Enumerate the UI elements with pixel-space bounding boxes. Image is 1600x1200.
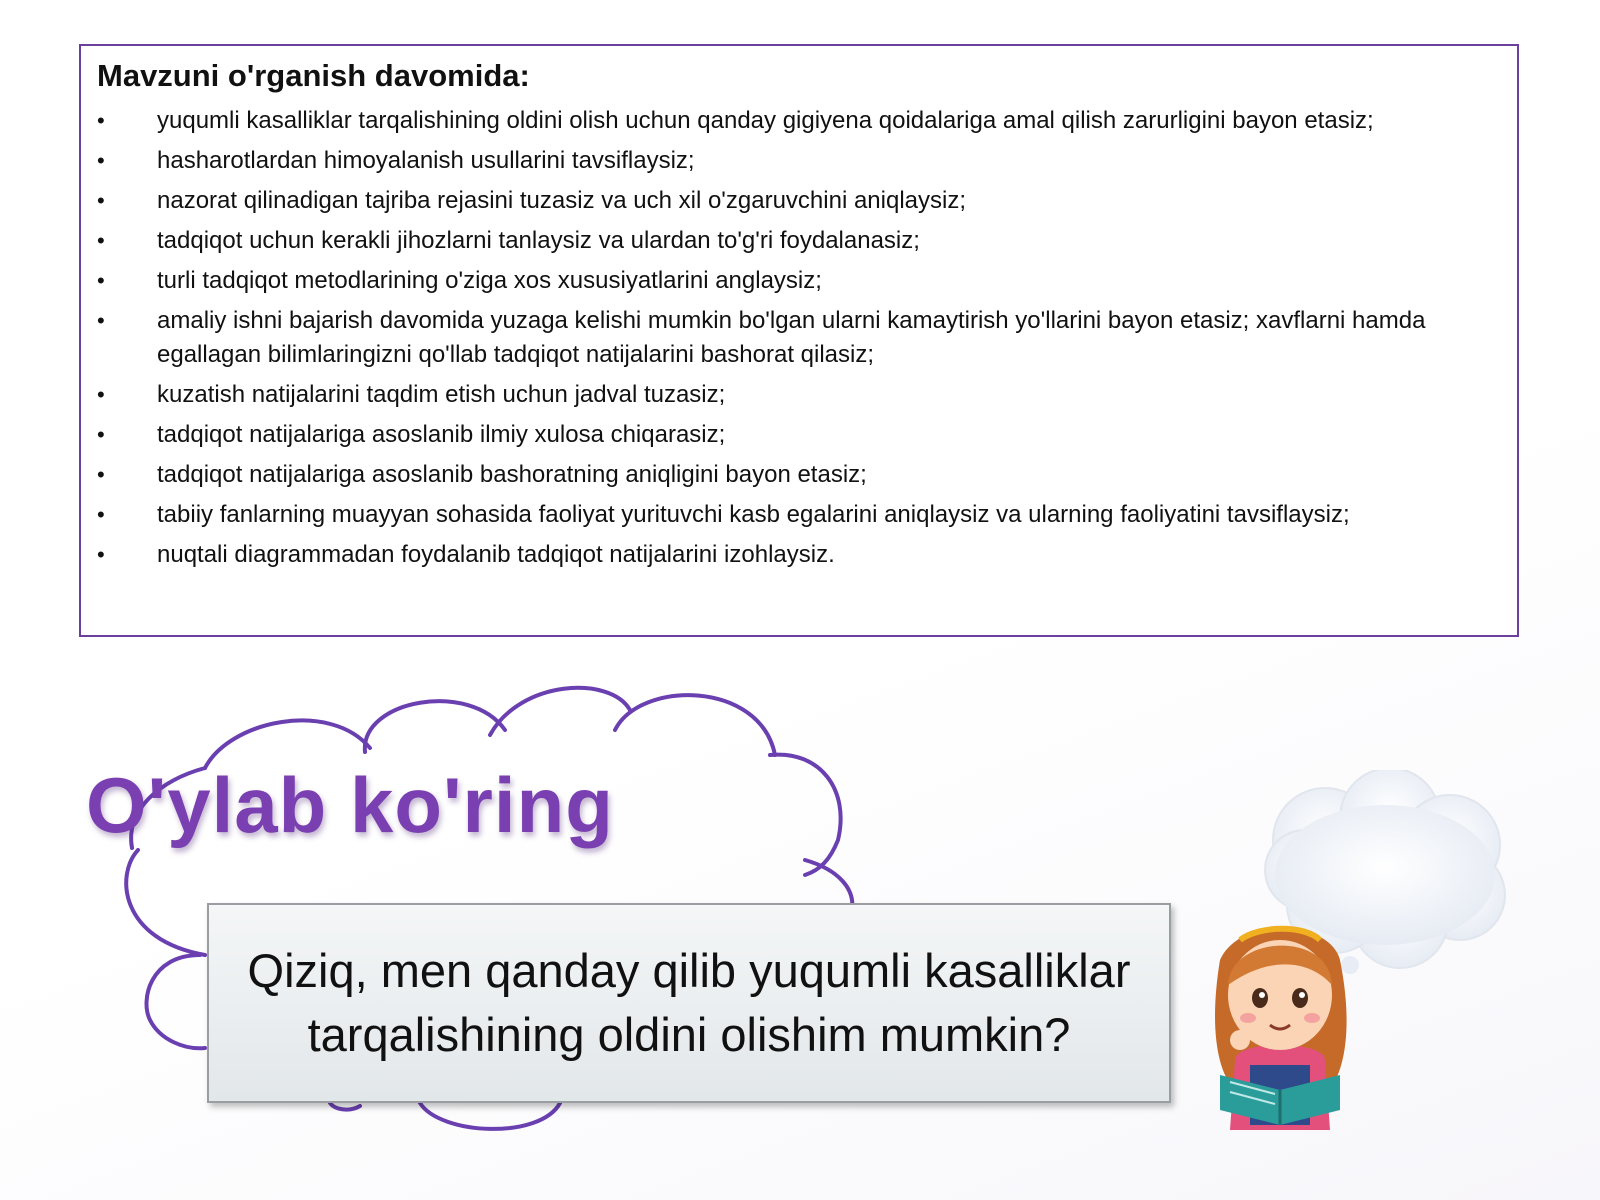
bullet-icon: • — [97, 542, 105, 567]
objective-text: yuqumli kasalliklar tarqalishining oldini olish uchun qanday gigiyena qoidalariga amal qilish zarurligini bayon etasiz; — [157, 107, 1374, 134]
objectives-title: Mavzuni o'rganish davomida: — [97, 58, 530, 93]
objective-text: turli tadqiqot metodlarining o'ziga xos xususiyatlarini anglaysiz; — [157, 267, 822, 294]
objective-text: hasharotlardan himoyalanish usullarini tavsiflaysiz; — [157, 147, 695, 174]
think-title: O'ylab ko'ring — [86, 761, 614, 849]
objective-text: kuzatish natijalarini taqdim etish uchun jadval tuzasiz; — [157, 381, 726, 408]
bullet-icon: • — [97, 382, 105, 407]
objective-text: nuqtali diagrammadan foydalanib tadqiqot natijalarini izohlaysiz. — [157, 541, 835, 568]
question-text: Qiziq, men qanday qilib yuqumli kasalliklar tarqalishining oldini olishim mumkin? — [247, 944, 1131, 1061]
bullet-icon: • — [97, 308, 105, 333]
bullet-icon: • — [97, 148, 105, 173]
objective-text: tadqiqot natijalariga asoslanib bashoratning aniqligini bayon etasiz; — [157, 461, 867, 488]
objective-text: tadqiqot natijalariga asoslanib ilmiy xulosa chiqarasiz; — [157, 421, 726, 448]
bullet-icon: • — [97, 228, 105, 253]
objective-text: tadqiqot uchun kerakli jihozlarni tanlaysiz va ulardan to'g'ri foydalanasiz; — [157, 227, 920, 254]
objective-text: tabiiy fanlarning muayyan sohasida faoliyat yurituvchi kasb egalarini aniqlaysiz va ularning faoliyatini tavsiflaysiz; — [157, 501, 1350, 528]
bullet-icon: • — [97, 188, 105, 213]
objective-text: nazorat qilinadigan tajriba rejasini tuzasiz va uch xil o'zgaruvchini aniqlaysiz; — [157, 187, 967, 214]
question-box — [207, 903, 1171, 1103]
bullet-icon: • — [97, 422, 105, 447]
bullet-icon: • — [97, 462, 105, 487]
girl-reading-icon — [1180, 900, 1380, 1130]
bullet-icon: • — [97, 268, 105, 293]
bullet-icon: • — [97, 108, 105, 133]
objective-text: amaliy ishni bajarish davomida yuzaga kelishi mumkin bo'lgan ularni kamaytirish yo'llarini bayon etasiz; xavflarni hamda egallagan bilimlaringizni qo'llab tadqiqot natijalarini bashorat qilasiz; — [157, 307, 1426, 368]
bullet-icon: • — [97, 502, 105, 527]
